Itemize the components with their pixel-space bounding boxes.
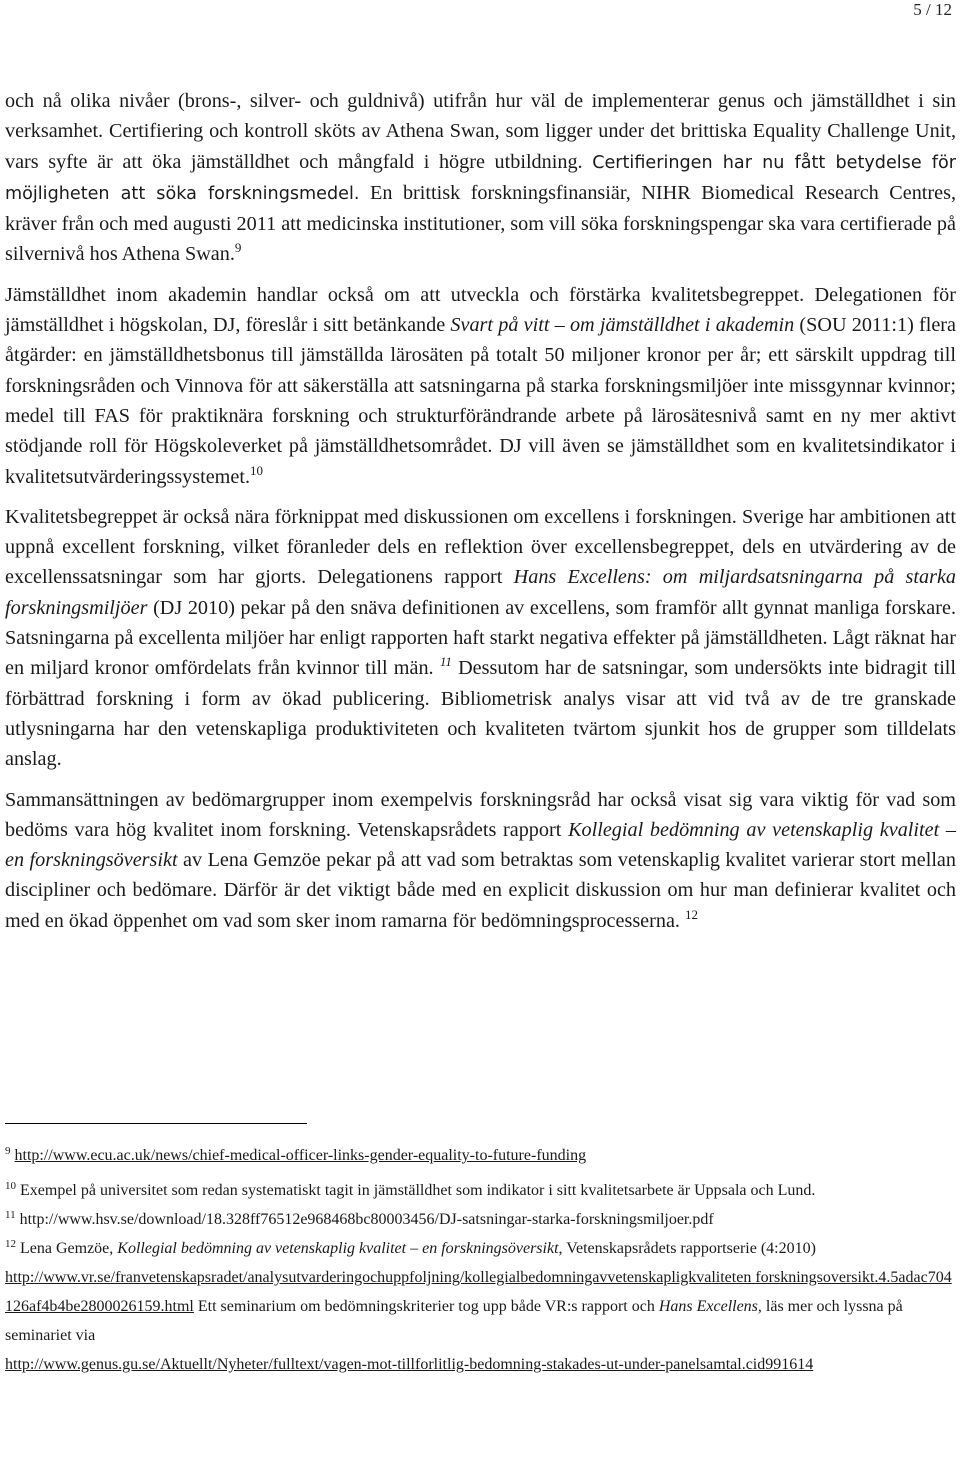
paragraph-text: Dessutom har de satsningar, som undersökts inte bidragit till förbättrad forskning i form av ökad publicering. Bibliometrisk analys visar att vid två av de tre granskade utlysningarna har den vetenskapliga produktiviteten och kvaliteten tvärtom sjunkit hos de grupper som tilldelats anslag. <box>5 657 957 771</box>
footnote-ref-10[interactable]: 10 <box>250 462 264 478</box>
paragraph-text: av Lena Gemzöe pekar på att vad som betraktas som vetenskaplig kvalitet varierar stort mellan discipliner och bedömare. Därför är det viktigt både med en explicit diskussion om hur man definierar kvalitet och med en ökad öppenhet om vad som sker inom ramarna för bedömningsprocesserna. <box>5 849 956 932</box>
footnote-number: 11 <box>5 1209 16 1221</box>
page-number: 5 / 12 <box>913 0 952 19</box>
footnote-number: 9 <box>5 1145 11 1157</box>
paragraph-text: (SOU 2011:1) flera åtgärder: en jämställdhetsbonus till jämställda lärosäten på totalt 50 miljoner kronor per år; ett särskilt uppdrag till forskningsråden och Vinnova för att säkerställa att satsningarna på starka forskningsmiljöer inte missgynnar kvinnor; medel till FAS för praktiknära forskning och strukturförändrande arbete på lärosätesnivå samt en ny mer aktivt stödjande roll för Högskoleverket på jämställdhetsområdet. DJ vill även se jämställdhet som en kvalitetsindikator i kvalitetsutvärderingssystemet. <box>5 314 956 488</box>
footnote-report-title: Kollegial bedömning av vetenskaplig kvalitet – en forskningsöversikt <box>117 1240 559 1257</box>
footnote-9 <box>5 1141 956 1170</box>
footnote-11 <box>5 1205 956 1234</box>
footnote-text: , Vetenskapsrådets rapportserie (4:2010) <box>558 1240 816 1257</box>
footnote-text: , läs mer och lyssna på seminariet via <box>5 1298 903 1344</box>
footnote-text: http://www.hsv.se/download/18.328ff76512e968468bc80003456/DJ-satsningar-starka-forskningsmiljoer.pdf <box>19 1211 714 1228</box>
footnote-ref-12[interactable]: 12 <box>685 906 699 922</box>
footnote-number: 12 <box>5 1238 16 1250</box>
footnote-text: Ett seminarium om bedömningskriterier tog upp både VR:s rapport och <box>197 1298 655 1315</box>
footnote-10 <box>5 1176 956 1205</box>
footnotes <box>5 1141 956 1379</box>
footnote-ref-9[interactable]: 9 <box>234 240 242 256</box>
footnote-9-link[interactable]: http://www.ecu.ac.uk/news/chief-medical-officer-links-gender-equality-to-future-funding <box>14 1147 587 1164</box>
footnote-12 <box>5 1234 956 1379</box>
paragraph-text: Kvalitetsbegreppet är också nära förknippat med diskussionen om excellens i forskningen. Sverige har ambitionen att uppnå excellent forskning, vilket föranleder dels en reflektion över excellensbegreppet, dels en utvärdering av de excellenssatsningar som har gjorts. Delegationens rapport <box>5 505 956 589</box>
paragraph-delegation <box>5 280 956 492</box>
paragraph-text: (DJ 2010) pekar på den snäva definitionen av excellens, som framför allt gynnat manliga forskare. Satsningarna på excellenta miljöer har enligt rapporten haft starkt negativa effekter på jämställdheten. Lågt räknat har en miljard kronor omfördelats från kvinnor till män. <box>5 596 956 680</box>
paragraph-assessment-groups <box>5 785 956 936</box>
footnote-ref-11[interactable]: 11 <box>439 654 452 670</box>
body-text <box>5 86 956 936</box>
paragraph-text: Sammansättningen av bedömargrupper inom exempelvis forskningsråd har också visat sig vara viktig för vad som bedöms vara hög kvalitet inom forskning. Vetenskapsrådets rapport <box>5 788 956 841</box>
footnote-12-vr-link[interactable]: http://www.vr.se/franvetenskapsradet/analysutvarderingochuppfoljning/kollegialbedomningavvetenskapligkvaliteten forskningsoversikt.4.5adac704126af4b4be2800026159.html <box>5 1269 952 1315</box>
report-title-hans-excellens: Hans Excellens: om miljardsatsningarna på starka forskningsmiljöer <box>5 566 956 619</box>
paragraph-text: En brittisk forskningsfinansiär, NIHR Biomedical Research Centres, kräver från och med augusti 2011 att medicinska institutioner, som vill söka forskningspengar ska vara certifierade på silvernivå hos Athena Swan. <box>5 181 956 266</box>
paragraph-athena-swan <box>5 86 956 270</box>
report-title-svart-pa-vitt: Svart på vitt – om jämställdhet i akademin <box>450 314 795 337</box>
footnote-12-genus-link[interactable]: http://www.genus.gu.se/Aktuellt/Nyheter/fulltext/vagen-mot-tillforlitlig-bedomning-stakades-ut-under-panelsamtal.cid991614 <box>5 1356 814 1373</box>
footnote-text: Lena Gemzöe, <box>20 1240 114 1257</box>
report-title-kollegial-bedomning: Kollegial bedömning av vetenskaplig kvalitet – en forskningsöversikt <box>5 818 956 872</box>
footnote-report-title: Hans Excellens <box>658 1298 758 1315</box>
footnote-divider <box>5 1123 307 1124</box>
paragraph-text-sans: Certifieringen har nu fått betydelse för möjligheten att söka forskningsmedel. <box>5 152 956 204</box>
paragraph-excellence <box>5 502 956 775</box>
footnote-text: Exempel på universitet som redan systematiskt tagit in jämställdhet som indikator i sitt kvalitetsarbete är Uppsala och Lund. <box>20 1182 816 1199</box>
paragraph-text: och nå olika nivåer (brons-, silver- och guldnivå) utifrån hur väl de implementerar genus och jämställdhet i sin verksamhet. Certifiering och kontroll sköts av Athena Swan, som ligger under det brittiska Equality Challenge Unit, vars syfte är att öka jämställdhet och mångfald i högre utbildning. <box>5 90 956 173</box>
footnote-number: 10 <box>5 1180 16 1192</box>
paragraph-text: Jämställdhet inom akademin handlar också om att utveckla och förstärka kvalitetsbegreppet. Delegationen för jämställdhet i högskolan, DJ, föreslår i sitt betänkande <box>5 283 956 337</box>
